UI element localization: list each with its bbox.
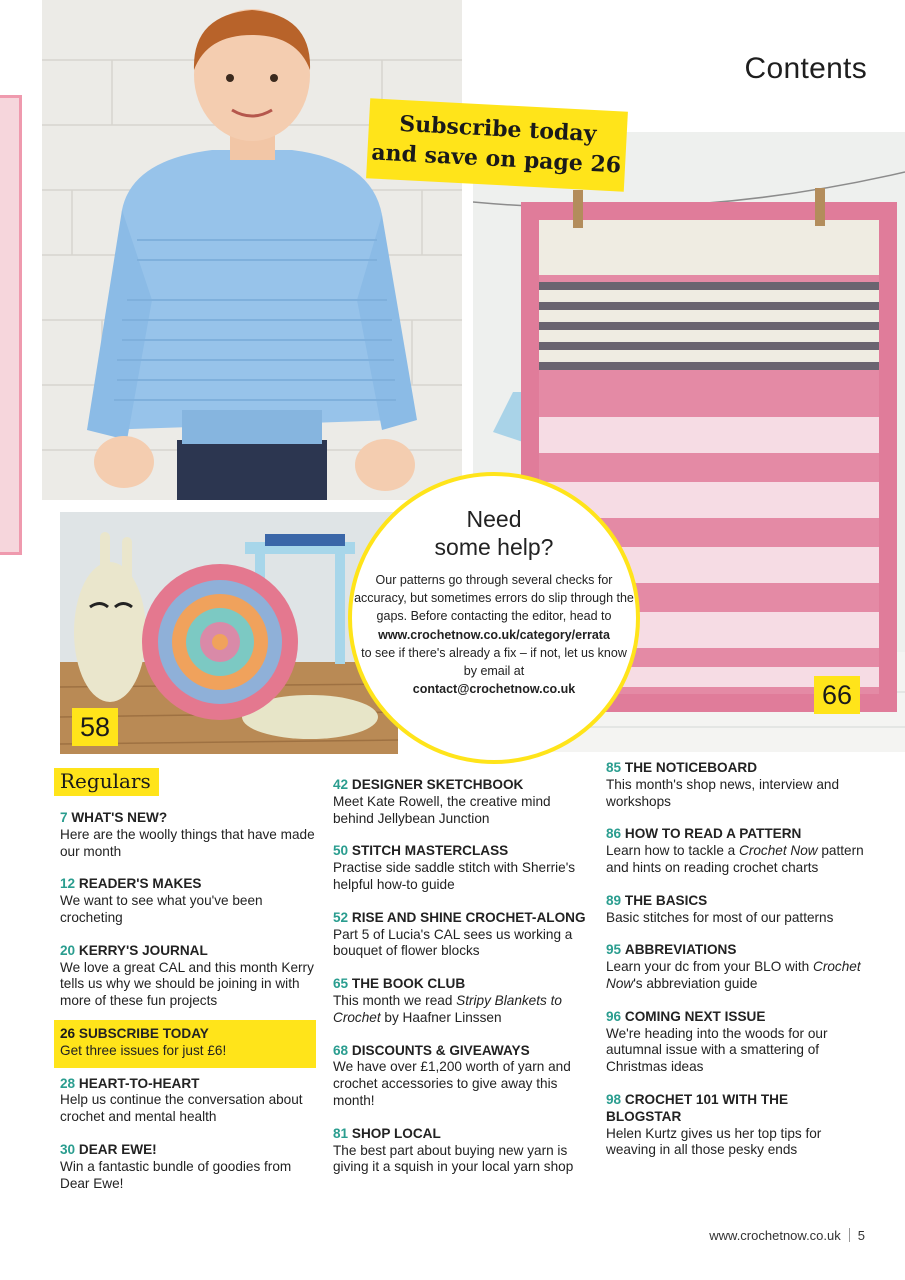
entry-title: HOW TO READ A PATTERN [624,826,802,842]
page-badge-blanket: 66 [814,676,860,714]
contents-entry[interactable] [606,1009,866,1076]
entry-title: DEAR EWE! [78,1141,157,1157]
help-title-line1: Need [466,506,522,532]
contents-entry[interactable] [60,810,320,860]
contents-entry[interactable] [606,760,866,810]
entry-title: WHAT'S NEW? [71,810,168,825]
entry-description [606,959,866,993]
contents-column-1 [60,810,320,1192]
help-callout [348,472,640,764]
entry-description [333,993,593,1027]
entry-description: We want to see what you've been crocheting [60,893,263,925]
entry-page-number: 98 [606,1091,622,1107]
entry-description: This month's shop news, interview and workshops [606,776,840,809]
entry-page-number: 95 [606,942,622,958]
entry-title: READER'S MAKES [78,876,202,892]
contents-entry[interactable] [333,976,593,1026]
page-footer [709,1228,865,1243]
entry-page-number: 42 [333,777,349,792]
entry-title: THE BASICS [624,892,708,908]
entry-description: We love a great CAL and this month Kerry tells us why we should be joining in with more of these fun projects [60,959,314,1009]
contents-entry[interactable] [60,1076,320,1126]
entry-description-part: This month we read [333,992,457,1008]
entry-title: SHOP LOCAL [351,1125,441,1141]
contents-entry[interactable] [333,1126,593,1176]
entry-page-number: 30 [60,1141,76,1157]
page-number: 5 [857,1228,865,1243]
contents-entry[interactable] [60,943,320,1010]
entry-page-number: 89 [606,892,622,908]
entry-description: Basic stitches for most of our patterns [606,909,834,925]
entry-description-part: 's abbreviation guide [633,975,758,991]
entry-description-part: by Haafner Linssen [380,1009,502,1025]
entry-title: CROCHET 101 WITH THE BLOGSTAR [606,1091,789,1124]
contents-entry-subscribe[interactable] [54,1020,316,1068]
entry-description: The best part about buying new yarn is giving it a squish in your local yarn shop [333,1142,574,1175]
regulars-heading: Regulars [54,768,159,796]
entry-description: Part 5 of Lucia's CAL sees us working a bouquet of flower blocks [333,926,573,959]
entry-description: Help us continue the conversation about crochet and mental health [60,1092,303,1125]
entry-description-italic: Crochet Now [739,843,818,859]
entry-description: We have over £1,200 worth of yarn and crochet accessories to give away this month! [333,1059,571,1108]
boy-sweater-photo [42,0,462,500]
entry-title: HEART-TO-HEART [78,1075,200,1091]
entry-title: DISCOUNTS & GIVEAWAYS [351,1042,530,1058]
entry-page-number: 52 [333,909,349,925]
contents-entry[interactable] [333,910,593,960]
entry-description: Meet Kate Rowell, the creative mind behind Jellybean Junction [333,793,551,826]
entry-description: Get three issues for just £6! [60,1042,227,1058]
errata-link[interactable]: www.crochetnow.co.uk/category/errata [378,627,610,642]
entry-title: RISE AND SHINE CROCHET-ALONG [351,909,586,925]
entry-page-number: 85 [606,760,622,775]
contents-entry[interactable] [333,1043,593,1110]
entry-description: Win a fantastic bundle of goodies from Dear Ewe! [60,1158,292,1191]
entry-description-italic: Crochet Now [606,959,861,991]
help-body-text-2: to see if there's already a fix – if not, let us know by email at [361,645,627,678]
help-title-line2: some help? [434,533,554,560]
contents-entry[interactable] [606,942,866,992]
entry-page-number: 50 [333,843,349,859]
help-title [435,506,554,561]
entry-description: We're heading into the woods for our autumnal issue with a smattering of Christmas ideas [606,1025,828,1075]
entry-description: Practise side saddle stitch with Sherrie's helpful how-to guide [333,860,576,892]
entry-page-number: 86 [606,826,622,842]
entry-page-number: 7 [60,810,68,825]
subscribe-banner[interactable] [366,98,628,191]
contents-column-2 [333,777,593,1176]
entry-page-number: 26 [60,1025,76,1041]
contents-entry[interactable] [60,876,320,926]
entry-page-number: 28 [60,1075,76,1091]
contents-column-3 [606,760,866,1159]
entry-title: DESIGNER SKETCHBOOK [351,777,524,792]
entry-title: STITCH MASTERCLASS [351,843,509,859]
entry-page-number: 68 [333,1042,349,1058]
entry-title: SUBSCRIBE TODAY [78,1025,209,1041]
entry-page-number: 81 [333,1125,349,1141]
entry-description: Here are the woolly things that have made our month [60,826,315,859]
contents-entry[interactable] [606,826,866,876]
entry-description-part: pattern and hints on reading crochet charts [606,843,864,875]
entry-title: COMING NEXT ISSUE [624,1008,766,1024]
subscribe-banner-line1: Subscribe today [398,111,598,148]
entry-page-number: 12 [60,876,76,892]
contact-email-link[interactable]: contact@crochetnow.co.uk [412,681,576,696]
entry-title: ABBREVIATIONS [624,942,737,958]
entry-title: THE BOOK CLUB [351,976,466,992]
subscribe-banner-line2: and save on page 26 [370,139,622,179]
entry-title: THE NOTICEBOARD [624,760,758,775]
entry-description-part: Learn your dc from your BLO with [606,959,814,975]
entry-title: KERRY'S JOURNAL [78,942,208,958]
contents-entry[interactable] [60,1142,320,1192]
pink-page-edge [0,95,22,555]
help-body-text-1: Our patterns go through several checks for accuracy, but sometimes errors do slip through the gaps. Before contacting the editor, head to [354,573,634,624]
page-badge-snail: 58 [72,708,118,746]
entry-page-number: 65 [333,976,349,992]
entry-description-part: Learn how to tackle a [606,843,739,859]
entry-page-number: 20 [60,942,76,958]
contents-entry[interactable] [606,893,866,927]
contents-entry[interactable] [333,777,593,827]
contents-entry[interactable] [333,843,593,893]
contents-entry[interactable] [606,1092,866,1159]
page-title [745,52,867,86]
help-body [354,571,634,698]
entry-description [606,843,866,877]
entry-page-number: 96 [606,1008,622,1024]
footer-divider [849,1228,850,1242]
footer-website-link[interactable]: www.crochetnow.co.uk [709,1228,841,1243]
entry-description-italic: Stripy Blankets to Crochet [333,992,562,1025]
page-title-text: Contents [744,52,867,85]
entry-description: Helen Kurtz gives us her top tips for weaving in all those pesky ends [606,1125,822,1158]
